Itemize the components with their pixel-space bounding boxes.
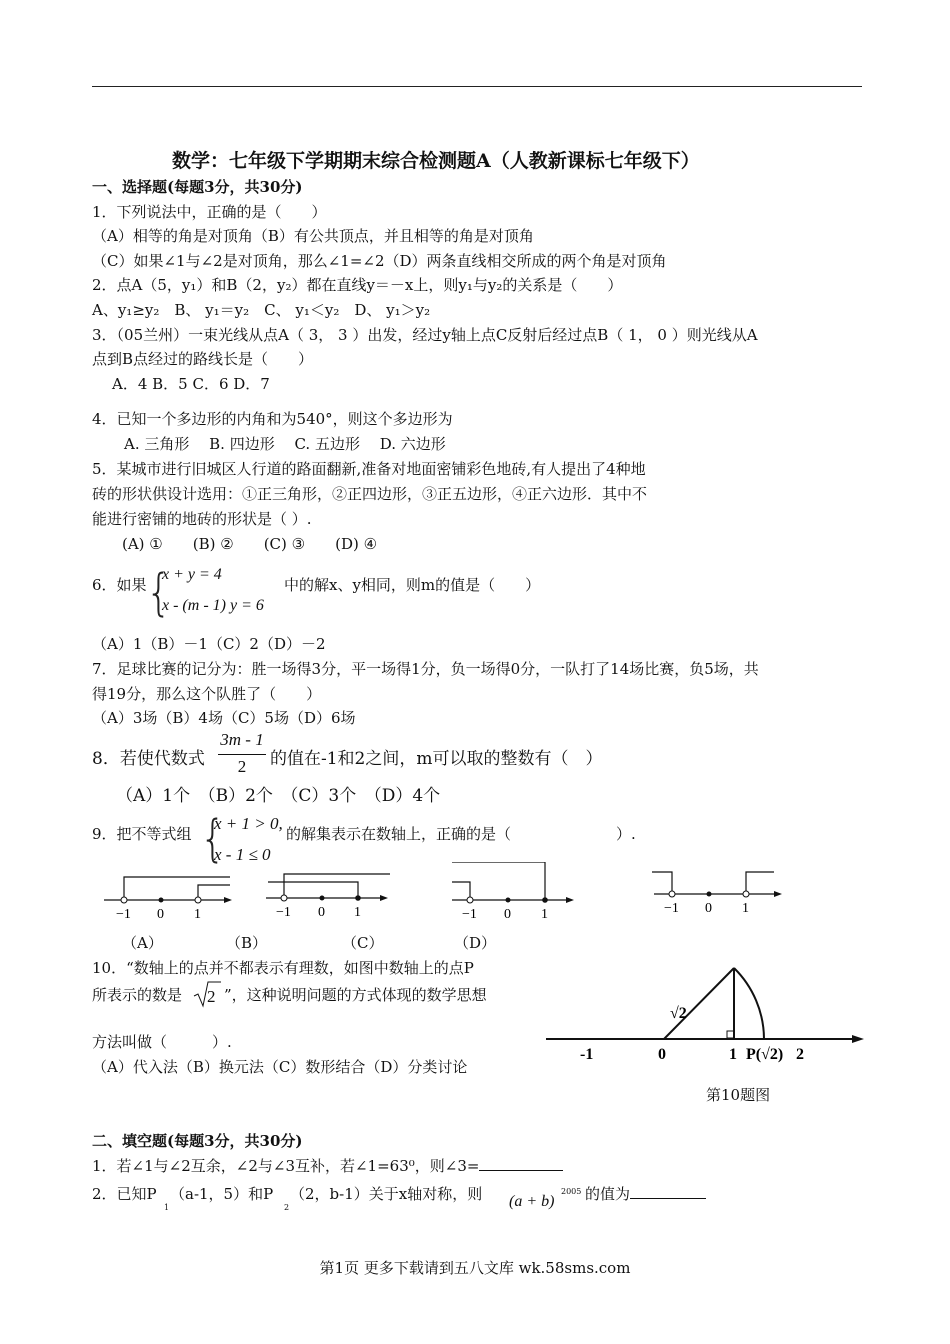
q10-figure-neg1: -1 [580,1046,594,1063]
q9-d-label-0: 0 [705,901,712,916]
fill-q1-answer-blank[interactable] [479,1156,563,1171]
q10-figure [540,960,870,1070]
q9-a-label-1: 1 [194,907,201,922]
q9-choice-a: （A） [122,934,163,952]
q5-line-3: 能进行密铺的地砖的形状是（ ）. [92,510,312,528]
q3-line-2: 点到B点经过的路线长是（ ） [92,350,314,368]
q8-prefix: 8．若使代数式 [92,749,205,769]
q1-options-ab: （A）相等的角是对顶角（B）有公共顶点，并且相等的角是对顶角 [92,227,534,245]
fill-q2-text-a: 2．已知P [92,1185,157,1203]
q1-stem: 1．下列说法中，正确的是（ ） [92,203,327,221]
fill-q2-answer-blank[interactable] [630,1184,706,1199]
q9-choice-b: （B） [226,934,268,952]
q9-brace: { [200,810,226,868]
q9-axis-c [452,862,574,922]
q10-sqrt-value: 2 [207,987,216,1006]
q9-b-label-neg1: −1 [276,905,291,920]
q3-line-1: 3．（05兰州）一束光线从点A（ 3， 3 ）出发，经过y轴上点C反射后经过点B（ 1， 0 ）则光线从A [92,326,758,344]
q9-d-label-neg1: −1 [664,901,679,916]
q9-prefix: 9．把不等式组 [92,825,192,843]
section-1-heading: 一、选择题(每题3分，共30分) [92,178,303,196]
fill-q2-expression: (a + b) [509,1193,555,1210]
q9-axis-b [266,874,390,920]
fill-q2-text-b: （a-1，5）和P [170,1185,274,1203]
q9-suffix: 的解集表示在数轴上，正确的是（ ）. [286,825,636,843]
fill-q1 [92,1155,563,1176]
q7-line-1: 7．足球比赛的记分为：胜一场得3分，平一场得1分，负一场得0分，一队打了14场比赛，负5场，共 [92,660,759,678]
q5-line-2: 砖的形状供设计选用：①正三角形，②正四边形，③正五边形，④正六边形．其中不 [92,485,648,503]
q2-options: A、y₁≥y₂ B、 y₁＝y₂ C、 y₁＜y₂ D、 y₁＞y₂ [92,301,431,319]
q10-figure-two: 2 [796,1046,804,1063]
q8-fraction-denominator: 2 [237,757,247,776]
q9-choice-d: （D） [454,934,497,952]
page-title: 数学：七年级下学期期末综合检测题A（人教新课标七年级下） [172,150,700,172]
q6-equation-1: x + y = 4 [162,566,222,583]
q6-prefix: 6．如果 [92,576,147,594]
q9-number-lines [0,862,950,922]
fill-q2-text-d [585,1183,706,1204]
section-2-heading: 二、填空题(每题3分，共30分) [92,1132,303,1150]
q10-line-2a: 所表示的数是 [92,986,183,1004]
q10-line-1: 10．“数轴上的点并不都表示有理数，如图中数轴上的点P [92,959,474,977]
q9-inequality-1: x + 1 > 0, [214,814,283,833]
fill-q2-text-c: （2，b-1）关于x轴对称，则 [290,1185,483,1203]
q9-b-label-0: 0 [318,905,325,920]
q9-a-label-neg1: −1 [116,907,131,922]
q8-suffix: 的值在-1和2之间，m可以取的整数有（ ） [270,749,603,769]
q9-d-label-1: 1 [742,901,749,916]
q8-options: （A）1个 （B）2个 （C）3个 （D）4个 [116,786,441,806]
q10-options: （A）代入法（B）换元法（C）数形结合（D）分类讨论 [92,1058,468,1076]
q8-fraction-numerator: 3m - 1 [220,730,264,749]
q8-fraction-bar [218,754,266,755]
q10-figure-caption: 第10题图 [706,1086,771,1104]
q10-figure-one: 1 [729,1046,737,1063]
fill-q2-sub-1: 1 [164,1203,170,1212]
q10-figure-zero: 0 [658,1046,666,1063]
fill-q2 [92,1183,157,1204]
q10-figure-point-p: P(√2) [746,1046,784,1063]
q9-axis-a [104,877,232,922]
q5-line-1: 5．某城市进行旧城区人行道的路面翻新,准备对地面密铺彩色地砖,有人提出了4种地 [92,460,646,478]
fill-q2-text-d-label: 的值为 [585,1185,631,1203]
q9-choice-c: （C） [342,934,384,952]
q1-options-cd: （C）如果∠1与∠2是对顶角，那么∠1=∠2（D）两条直线相交所成的两个角是对顶角 [92,252,667,270]
q6-suffix: 中的解x、y相同，则m的值是（ ） [284,576,541,594]
q6-brace: { [146,564,172,622]
q10-line-3: 方法叫做（ ）. [92,1033,232,1051]
q4-stem: 4．已知一个多边形的内角和为540°，则这个多边形为 [92,410,453,428]
q9-c-label-neg1: −1 [462,907,477,922]
header-rule [92,86,862,87]
q10-line-2b: ”，这种说明问题的方式体现的数学思想 [224,986,487,1004]
q5-options: (A) ① (B) ② (C) ③ (D) ④ [122,535,378,553]
q9-inequality-2: x - 1 ≤ 0 [214,845,271,864]
q9-a-label-0: 0 [157,907,164,922]
q4-options: A. 三角形 B. 四边形 C. 五边形 D. 六边形 [124,435,446,453]
q2-stem: 2．点A（5，y₁）和B（2，y₂）都在直线y＝－x上，则y₁与y₂的关系是（ ） [92,276,623,294]
fill-q2-sub-2: 2 [284,1203,290,1212]
q7-line-2: 得19分，那么这个队胜了（ ） [92,685,322,703]
q3-options: A．4 B．5 C．6 D．7 [112,375,270,393]
fill-q2-exponent: 2005 [561,1187,582,1196]
q9-b-label-1: 1 [354,905,361,920]
q6-options: （A）1（B）－1（C）2（D）－2 [92,635,326,653]
q10-figure-sqrt2: √2 [670,1005,687,1022]
q6-equation-2: x - (m - 1) y = 6 [162,597,264,614]
page-footer: 第1页 更多下载请到五八文库 wk.58sms.com [319,1259,631,1277]
q9-c-label-1: 1 [541,907,548,922]
q7-options: （A）3场（B）4场（C）5场（D）6场 [92,709,356,727]
q9-axis-d [652,872,782,916]
fill-q1-text: 1．若∠1与∠2互余，∠2与∠3互补，若∠1=63⁰，则∠3= [92,1157,480,1175]
q9-c-label-0: 0 [504,907,511,922]
